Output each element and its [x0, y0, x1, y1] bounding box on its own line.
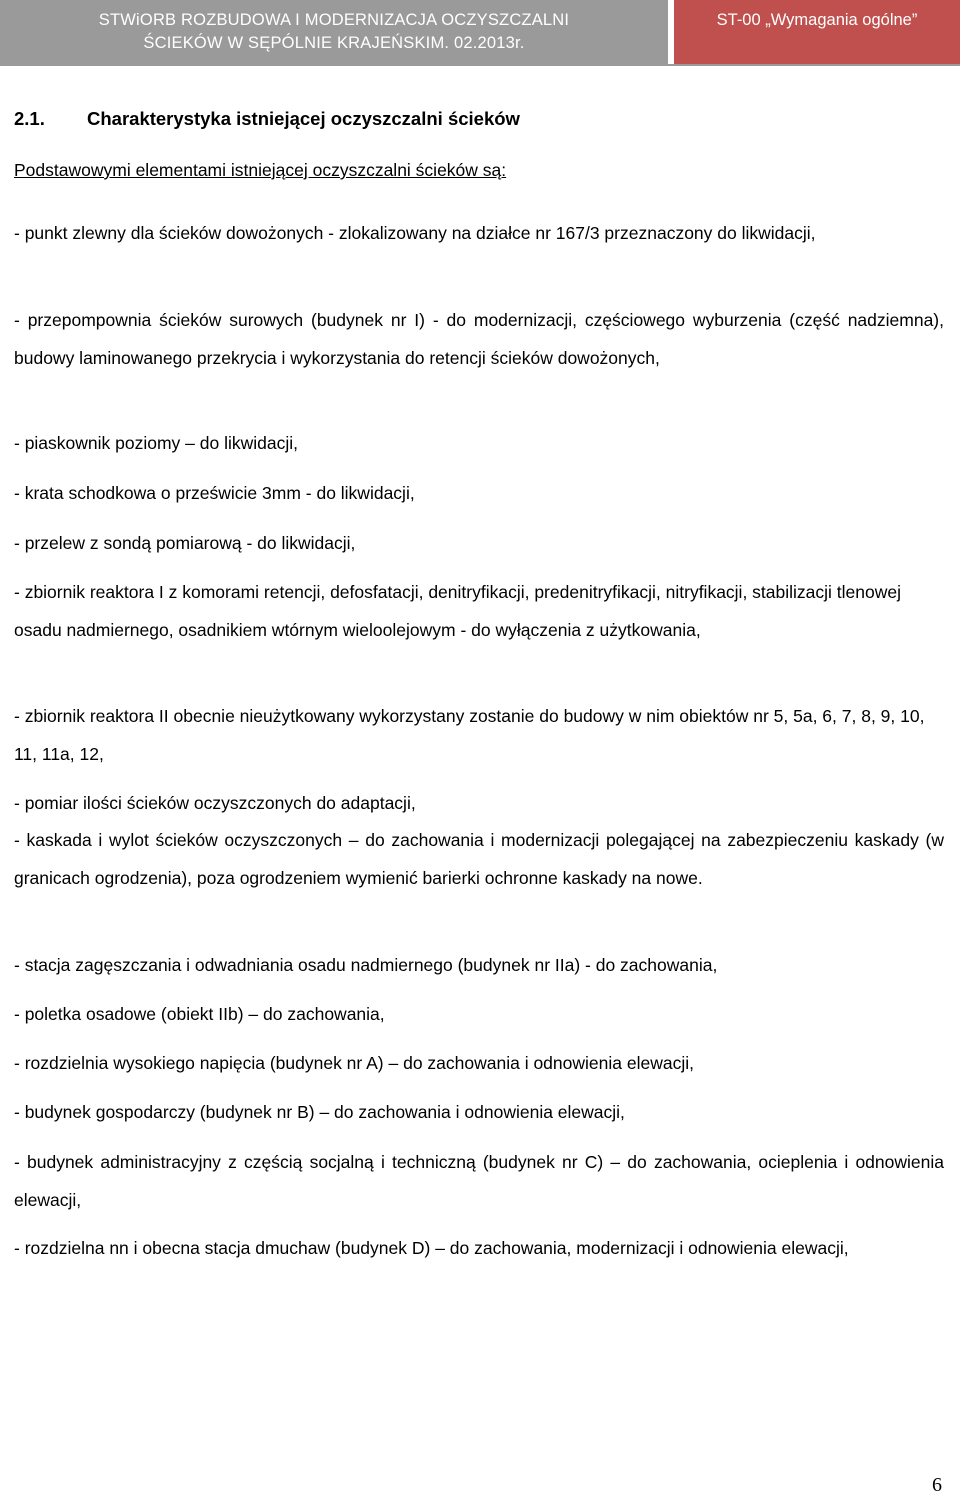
document-title-line-2: ŚCIEKÓW W SĘPÓLNIE KRAJEŃSKIM. 02.2013r.	[143, 34, 525, 52]
document-title-block	[0, 0, 668, 64]
list-item: - rozdzielna nn i obecna stacja dmuchaw (budynek D) – do zachowania, modernizacji i odnowienia elewacji,	[14, 1238, 849, 1258]
list-item: - budynek administracyjny z częścią socjalną i techniczną (budynek nr C) – do zachowania, ocieplenia i odnowienia elewacji,	[14, 1152, 944, 1210]
section-title: Charakterystyka istniejącej oczyszczalni ścieków	[87, 108, 520, 129]
list-item: - budynek gospodarczy (budynek nr B) – do zachowania i odnowienia elewacji,	[14, 1102, 625, 1122]
section-heading	[14, 108, 520, 130]
list-item: - punkt zlewny dla ścieków dowożonych - zlokalizowany na działce nr 167/3 przeznaczony do likwidacji,	[14, 223, 816, 243]
list-item: - kaskada i wylot ścieków oczyszczonych – do zachowania i modernizacji polegającej na zabezpieczeniu kaskady (w granicach ogrodzenia), poza ogrodzeniem wymienić barierki ochronne kaskady na nowe.	[14, 830, 944, 888]
list-item: - przelew z sondą pomiarową - do likwidacji,	[14, 533, 356, 553]
section-intro: Podstawowymi elementami istniejącej oczyszczalni ścieków są:	[14, 160, 507, 180]
list-item: - pomiar ilości ścieków oczyszczonych do adaptacji,	[14, 793, 416, 813]
list-item: - piaskownik poziomy – do likwidacji,	[14, 433, 298, 453]
page-header	[0, 0, 960, 64]
section-number: 2.1.	[14, 108, 45, 129]
page-number: 6	[932, 1474, 942, 1496]
spec-label: ST-00 „Wymagania ogólne”	[674, 0, 960, 64]
list-item: - krata schodkowa o prześwicie 3mm - do likwidacji,	[14, 483, 415, 503]
list-item: - stacja zagęszczania i odwadniania osadu nadmiernego (budynek nr IIa) - do zachowania,	[14, 955, 718, 975]
list-item: - zbiornik reaktora I z komorami retencji, defosfatacji, denitryfikacji, predenitryfikacji, nitryfikacji, stabilizacji tlenowej osadu nadmiernego, osadnikiem wtórnym wieloolejowym - do wyłączenia z użytkowania,	[14, 582, 901, 640]
header-divider	[0, 64, 960, 66]
list-item: - zbiornik reaktora II obecnie nieużytkowany wykorzystany zostanie do budowy w nim obiektów nr 5, 5a, 6, 7, 8, 9, 10, 11, 11a, 12,	[14, 706, 925, 764]
document-title-line-1: STWiORB ROZBUDOWA I MODERNIZACJA OCZYSZCZALNI	[98, 11, 570, 29]
list-item: - przepompownia ścieków surowych (budynek nr I) - do modernizacji, częściowego wyburzenia (część nadziemna), budowy laminowanego przekrycia i wykorzystania do retencji ścieków dowożonych,	[14, 310, 944, 368]
list-item: - rozdzielnia wysokiego napięcia (budynek nr A) – do zachowania i odnowienia elewacji,	[14, 1053, 694, 1073]
list-item: - poletka osadowe (obiekt IIb) – do zachowania,	[14, 1004, 385, 1024]
